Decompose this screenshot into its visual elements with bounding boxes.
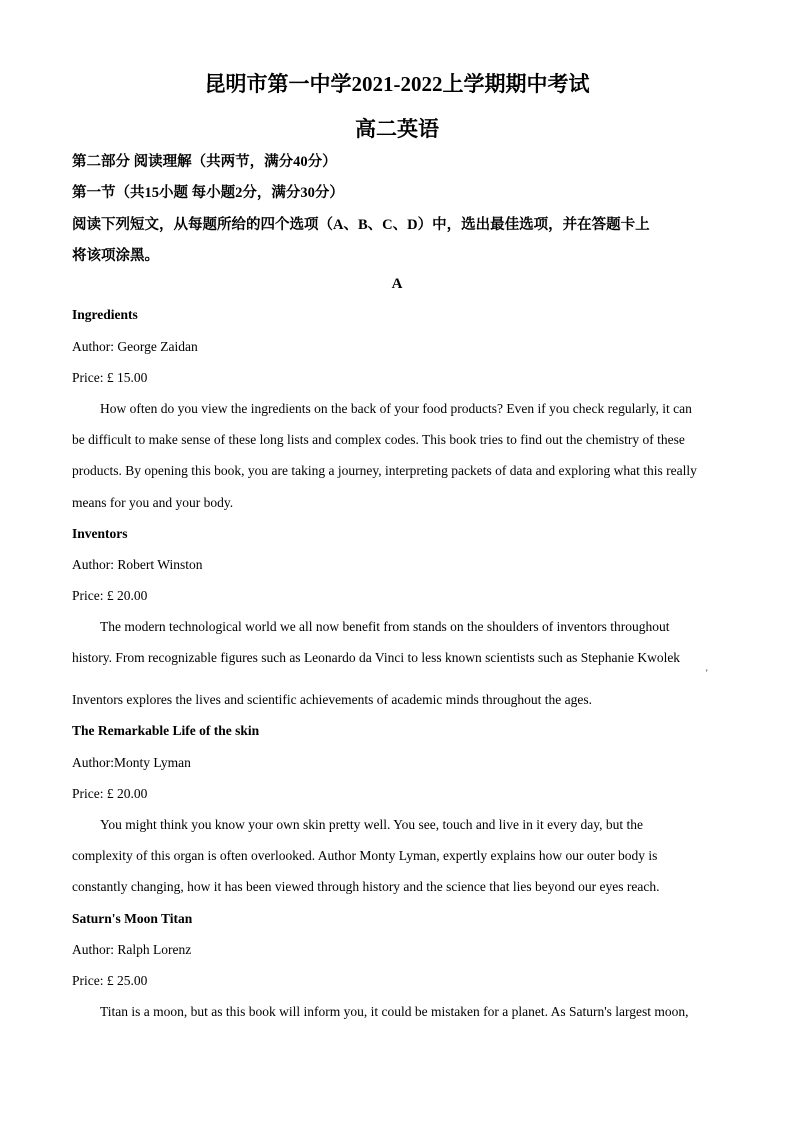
instructions-line-1: 阅读下列短文，从每题所给的四个选项（A、B、C、D）中，选出最佳选项，并在答题卡上 [72, 217, 650, 233]
passage-label: A [391, 276, 403, 292]
book-price: Price: £ 20.00 [72, 786, 148, 801]
book-author: Author: Ralph Lorenz [72, 942, 192, 957]
book-description-line: be difficult to make sense of these long lists and complex codes. This book tries to find out the chemistry of these [72, 432, 685, 447]
section-part-heading: 第二部分 阅读理解（共两节，满分40分） [72, 154, 337, 170]
exam-subtitle: 高二英语 [355, 117, 439, 141]
book-description-line: The modern technological world we all now benefit from stands on the shoulders of inventors throughout [100, 619, 670, 634]
book-description-line: means for you and your body. [72, 495, 234, 510]
instructions-line-2: 将该项涂黑。 [72, 248, 159, 264]
book-description-line: You might think you know your own skin pretty well. You see, touch and live in it every day, but the [100, 817, 643, 832]
book-description-line: How often do you view the ingredients on the back of your food products? Even if you check regularly, it can [100, 401, 692, 416]
book-description-line: complexity of this organ is often overlooked. Author Monty Lyman, expertly explains how our outer body is [72, 848, 658, 863]
book-author: Author: George Zaidan [72, 339, 198, 354]
book-author: Author:Monty Lyman [72, 755, 191, 770]
book-title: The Remarkable Life of the skin [72, 723, 260, 738]
book-description-line: Inventors explores the lives and scientific achievements of academic minds throughout the ages. [72, 692, 592, 707]
book-title: Ingredients [72, 307, 138, 322]
book-title: Saturn's Moon Titan [72, 911, 193, 926]
stray-mark: ' [706, 668, 708, 678]
book-author: Author: Robert Winston [72, 557, 203, 572]
book-title: Inventors [72, 526, 128, 541]
subsection-heading: 第一节（共15小题 每小题2分，满分30分） [72, 185, 344, 201]
book-description-line: history. From recognizable figures such as Leonardo da Vinci to less known scientists such as Stephanie Kwolek [72, 650, 681, 665]
book-price: Price: £ 25.00 [72, 973, 148, 988]
book-price: Price: £ 20.00 [72, 588, 148, 603]
book-description-line: constantly changing, how it has been viewed through history and the science that lies beyond our eyes reach. [72, 879, 660, 894]
book-description-line: Titan is a moon, but as this book will inform you, it could be mistaken for a planet. As Saturn's largest moon, [100, 1004, 689, 1019]
book-description-line: products. By opening this book, you are taking a journey, interpreting packets of data and exploring what this really [72, 463, 697, 478]
exam-title: 昆明市第一中学2021-2022上学期期中考试 [204, 72, 590, 96]
book-price: Price: £ 15.00 [72, 370, 148, 385]
